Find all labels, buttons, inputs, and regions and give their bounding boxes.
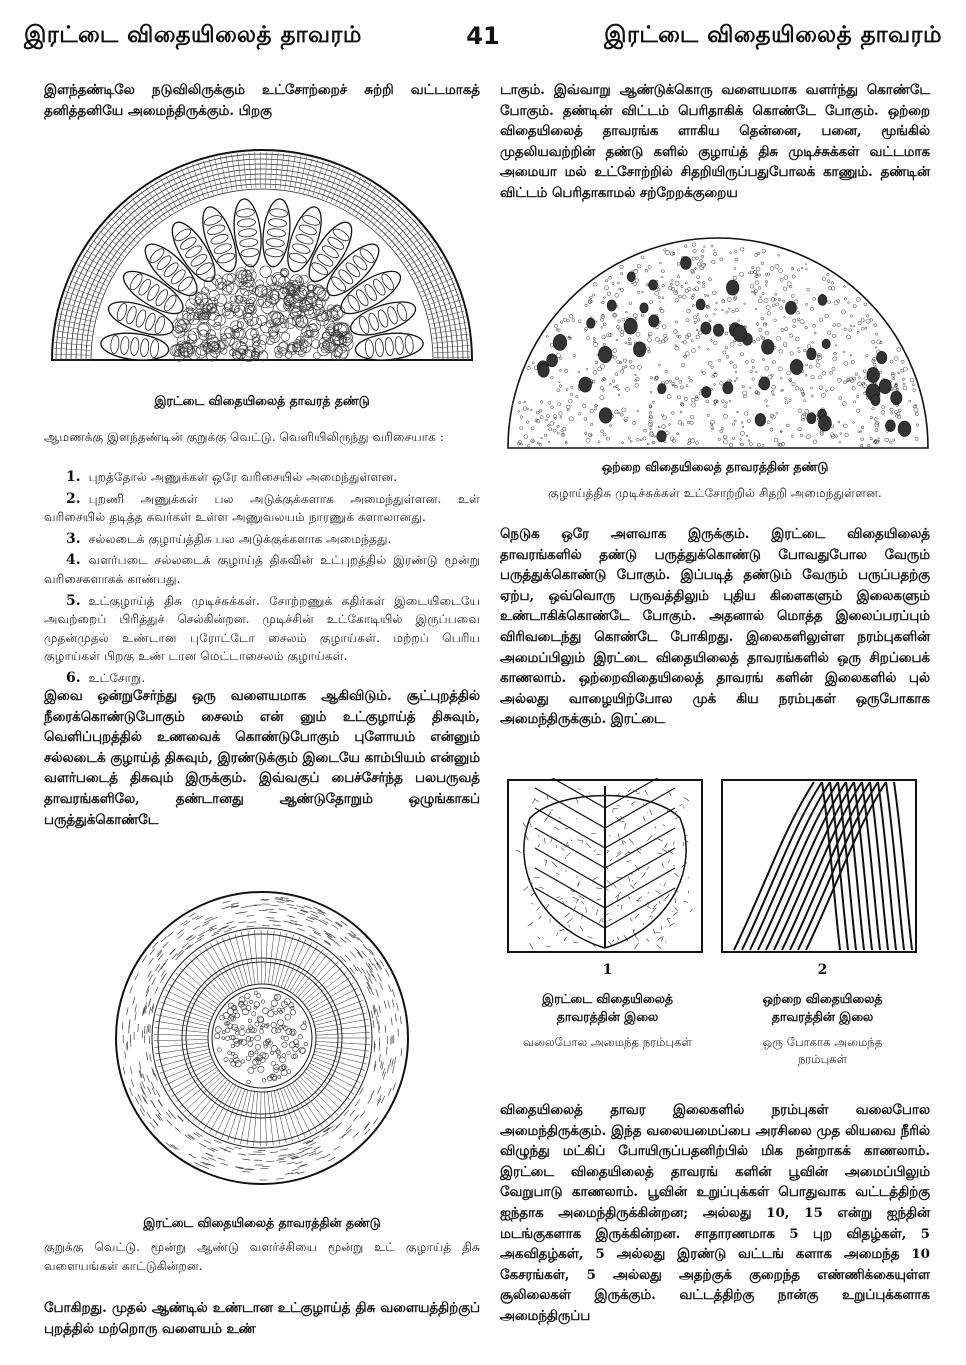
running-head-left: இரட்டை விதையிலைத் தாவரம் bbox=[24, 22, 362, 48]
figure-monocot-stem bbox=[500, 230, 930, 452]
list-item-number: 4. bbox=[66, 552, 81, 569]
right-paragraph-3: விதையிலைத் தாவர இலைகளில் நரம்புகள் வலைபோல அமைந்திருக்கும். இந்த வலையமைப்பை அரசிலை முத லியவை நீரில் விழுந்து மட்கிப் போயிருப்பதனிற்பில் மிக நன்றாகக் காணலாம். இரட்டை விதையிலைத் தாவரங் களின் பூவின் அமைப்பிலும் வேறுபாடு காணலாம். பூவின் உறுப்புக்கள் பொதுவாக வட்டத்திற்கு ஐந்தாக அமைந்திருக்கின்றன; அல்லது 10, 15 என்று ஐந்தின் மடங்குகளாக இருக்கின்றன. சாதாரணமாக 5 புற விதழ்கள், 5 அகவிதழ்கள், 5 அல்லது இரண்டு வட்டங் களாக அமைந்த 10 கேசரங்கள், 5 அல்லது அதற்குக் குறைந்த எண்ணிக்கையுள்ள சூலிலைகள் இருக்கும். வட்டத்திற்கு நான்கு உறுப்புக்களாக அமைந்திருப்ப bbox=[500, 1102, 930, 1324]
right-para2-block bbox=[500, 524, 930, 730]
page-header bbox=[18, 22, 948, 62]
figure1-caption-block bbox=[44, 392, 480, 410]
figure1-description: ஆமணக்கு இளந்தண்டின் குறுக்கு வெட்டு. வெளியிலிருந்து வரிசையாக : bbox=[44, 430, 444, 444]
list-item-text: வளர்படை சல்லடைக் குழாய்த் திசுவின் உட்புறத்தில் இரண்டு மூன்று வரிசைகளாகக் காண்பது. bbox=[44, 553, 480, 586]
running-head-right: இரட்டை விதையிலைத் தாவரம் bbox=[604, 22, 942, 48]
page-number: 41 bbox=[466, 22, 500, 50]
list-item-number: 5. bbox=[66, 592, 81, 609]
right-paragraph-1: டாகும். இவ்வாறு ஆண்டுக்கொரு வளையமாக வளர்ந்து கொண்டே போகும். தண்டின் விட்டம் பெரிதாகிக் கொண்டே போகும். ஒற்றை விதையிலைத் தாவரங்க ளாகிய தென்னை, பனை, மூங்கில் முதலியவற்றின் தண்டு களில் குழாய்த் திசு முடிச்சுக்கள் வட்டமாக அமையா மல் உட்சோற்றில் சிதறியிருப்பதுபோலக் காணும். தண்டின் விட்டம் பெரிதாகாமல் சற்றேறக்குறைய bbox=[500, 82, 930, 201]
list-item-text: உட்குழாய்த் திசு முடிச்சுக்கள். சோற்றணுக் கதிர்கள் இடையிடையே அவற்றைப் பிரித்துச் செல்கின்றன. முடிச்சின் உட்கோடியில் இருப்பவை முதன்முதல் உண்டான புரோட்டோ சைலம் குழாய்கள். மற்றப் பெரிய குழாய்கள் பிறகு உண் டான மெட்டாசைலம் குழாய்கள். bbox=[44, 593, 480, 664]
figure3-caption-block bbox=[500, 458, 930, 476]
figure3-description: குழாய்த்திசு முடிச்சுக்கள் உட்சோற்றில் சிதறி அமைந்துள்ளன. bbox=[548, 486, 882, 500]
list-item-number: 3. bbox=[66, 530, 81, 547]
figure2-description: குறுக்கு வெட்டு. மூன்று ஆண்டு வளர்ச்சியை மூன்று உட் குழாய்த் திசு வளையங்கள் காட்டுகின்றன. bbox=[44, 1240, 480, 1273]
anatomy-list-block bbox=[44, 468, 480, 691]
list-item-text: சல்லடைக் குழாய்த்திசு பல அடுக்குக்களாக அமைந்தது. bbox=[88, 531, 392, 546]
list-item-number: 6. bbox=[66, 669, 81, 686]
leaf1-description: வலைபோல அமைந்த நரம்புகள் bbox=[522, 1035, 693, 1049]
leaf1-number: 1 bbox=[602, 962, 613, 978]
anatomy-list-item bbox=[44, 551, 480, 588]
dicot-stem-half-section-illustration bbox=[44, 130, 480, 366]
leaf-captions bbox=[500, 990, 930, 1100]
list-item-text: புறத்தோல் அணுக்கள் ஒரே வரிசையில் அமைந்துள்ளன. bbox=[88, 470, 398, 484]
para2-block bbox=[44, 686, 480, 830]
anatomy-list-item bbox=[44, 468, 480, 487]
right-para1-block bbox=[500, 80, 930, 204]
figure3-description-block bbox=[500, 484, 930, 503]
figure-dicot-stem-rings bbox=[44, 888, 480, 1188]
leaf-venation-illustrations bbox=[500, 778, 930, 988]
figure2-caption: இரட்டை விதையிலைத் தாவரத்தின் தண்டு bbox=[143, 1215, 381, 1230]
figure3-caption: ஒற்றை விதையிலைத் தாவரத்தின் தண்டு bbox=[601, 459, 829, 474]
figure-dicot-stem bbox=[44, 130, 480, 366]
intro-paragraph-block bbox=[44, 80, 480, 121]
stem-rings-drawing bbox=[116, 892, 408, 1184]
leaf1-caption-group bbox=[500, 990, 715, 1051]
para3-block bbox=[44, 1298, 480, 1339]
right-para3-block bbox=[500, 1100, 930, 1327]
monocot-section-drawing bbox=[508, 238, 928, 448]
stem-section-drawing bbox=[52, 150, 472, 363]
figure1-caption: இரட்டை விதையிலைத் தாவரத் தண்டு bbox=[154, 393, 370, 408]
list-item-number: 1. bbox=[66, 469, 81, 485]
leaf2-description: ஒரு போகாக அமைந்த நரம்புகள் bbox=[762, 1035, 883, 1066]
monocot-stem-half-section-illustration bbox=[500, 230, 930, 452]
leaf2-caption-group bbox=[715, 990, 930, 1068]
net-venation-leaf-drawing bbox=[508, 778, 702, 952]
list-item-text: உட்சோறு. bbox=[88, 670, 146, 685]
anatomy-list-item bbox=[44, 490, 480, 527]
figure1-description-block bbox=[44, 428, 480, 447]
intro-paragraph: இளந்தண்டிலே நடுவிலிருக்கும் உட்சோற்றைச் சுற்றி வட்டமாகத் தனித்தனியே அமைந்திருக்கும். பிறகு bbox=[44, 82, 480, 119]
figure2-description-block bbox=[44, 1238, 480, 1275]
leaf-number-row bbox=[500, 962, 930, 982]
anatomy-list bbox=[44, 468, 480, 688]
left-paragraph-2: இவை ஒன்றுசேர்ந்து ஒரு வளையமாக ஆகிவிடும். சூட்புறத்தில் நீரைக்கொண்டுபோகும் சைலம் என் னும் உட்குழாய்த் திசுவும், வெளிப்புறத்தில் உணவைக் கொண்டுபோகும் புளோயம் என்னும் சல்லடைக் குழாய்த் திசுவும், இரண்டுக்கும் இடையே காம்பியம் என்னும் வளர்படைத் திசுவும் இருக்கும். இவ்வகுப் பைச்சேர்ந்த பலபருவத் தாவரங்களிலே, தண்டானது ஆண்டுதோறும் ஒழுங்காகப் பருத்துக்கொண்டே bbox=[44, 688, 480, 828]
anatomy-list-item bbox=[44, 530, 480, 549]
figure2-caption-block bbox=[44, 1214, 480, 1232]
right-paragraph-2: நெடுக ஒரே அளவாக இருக்கும். இரட்டை விதையிலைத் தாவரங்களில் தண்டு பருத்துக்கொண்டு போவதுபோல வேரும் பருத்துக்கொண்டு போகும். இப்படித் தண்டும் வேரும் பருப்பதற்கு ஏற்ப, ஒவ்வொரு பருவத்திலும் புதிய கிளைகளும் இலைகளும் உண்டாகிக்கொண்டே போகும். அதனால் மொத்த இலைப்பரப்பும் விரிவடைந்து கொண்டே போகிறது. இலைகளிலுள்ள நரம்புகளின் அமைப்பிலும் இரட்டை விதையிலைத் தாவரங்களில் ஒரு சிறப்பைக் காணலாம். ஒற்றைவிதையிலைத் தாவரங் களின் இலைகளில் புல் அல்லது வாழையிற்போல முக் கிய நரம்புகள் ஒருபோகாக அமைந்திருக்கும். இரட்டை bbox=[500, 526, 930, 728]
left-paragraph-3: போகிறது. முதல் ஆண்டில் உண்டான உட்குழாய்த் திசு வளையத்திற்குப் புறத்தில் மற்றொரு வளையம் உண் bbox=[44, 1300, 480, 1337]
anatomy-list-item bbox=[44, 669, 480, 688]
anatomy-list-item bbox=[44, 592, 480, 666]
dicot-stem-annual-rings-illustration bbox=[44, 888, 480, 1188]
leaf2-caption: ஒற்றை விதையிலைத் தாவரத்தின் இலை bbox=[762, 991, 883, 1024]
list-item-number: 2. bbox=[66, 490, 81, 507]
figure-leaves bbox=[500, 778, 930, 988]
parallel-venation-leaf-drawing bbox=[722, 780, 916, 952]
leaf1-caption: இரட்டை விதையிலைத் தாவரத்தின் இலை bbox=[542, 991, 673, 1024]
list-item-text: புறணி அணுக்கள் பல அடுக்குக்களாக அமைந்துள்ளன. உள் வரிசையில் தடித்த சுவர்கள் உள்ள அணுவலயம் நாரணுக் களாலானது. bbox=[44, 491, 480, 525]
leaf2-number: 2 bbox=[817, 962, 828, 978]
